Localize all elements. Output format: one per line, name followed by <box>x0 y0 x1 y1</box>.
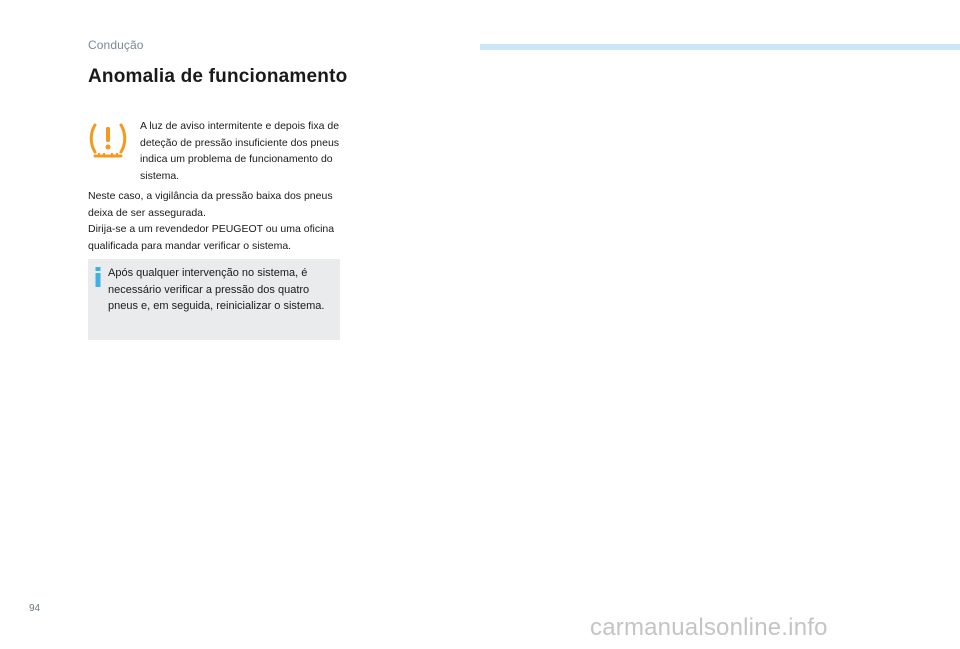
section-header: Condução <box>88 38 144 52</box>
paragraph-condition: Neste caso, a vigilância da pressão baixa dos pneus deixa de ser assegurada. <box>88 190 333 219</box>
body-text <box>88 188 350 254</box>
page-number: 94 <box>29 603 41 614</box>
header-bar <box>480 44 960 50</box>
info-text: Após qualquer intervenção no sistema, é necessário verificar a pressão dos quatro pneus e, em seguida, reinicializar o sistema. <box>108 267 325 312</box>
tyre-pressure-warning-icon <box>88 120 128 160</box>
warning-description: A luz de aviso intermitente e depois fixa de deteção de pressão insuficiente dos pneus indica um problema de funcionamento do sistema. <box>140 120 340 182</box>
info-icon <box>95 267 101 287</box>
page-title: Anomalia de funcionamento <box>88 66 348 87</box>
paragraph-action: Dirija-se a um revendedor PEUGEOT ou uma oficina qualificada para mandar verificar o sistema. <box>88 223 335 252</box>
info-box <box>88 259 340 340</box>
watermark: carmanualsonline.info <box>590 614 828 641</box>
